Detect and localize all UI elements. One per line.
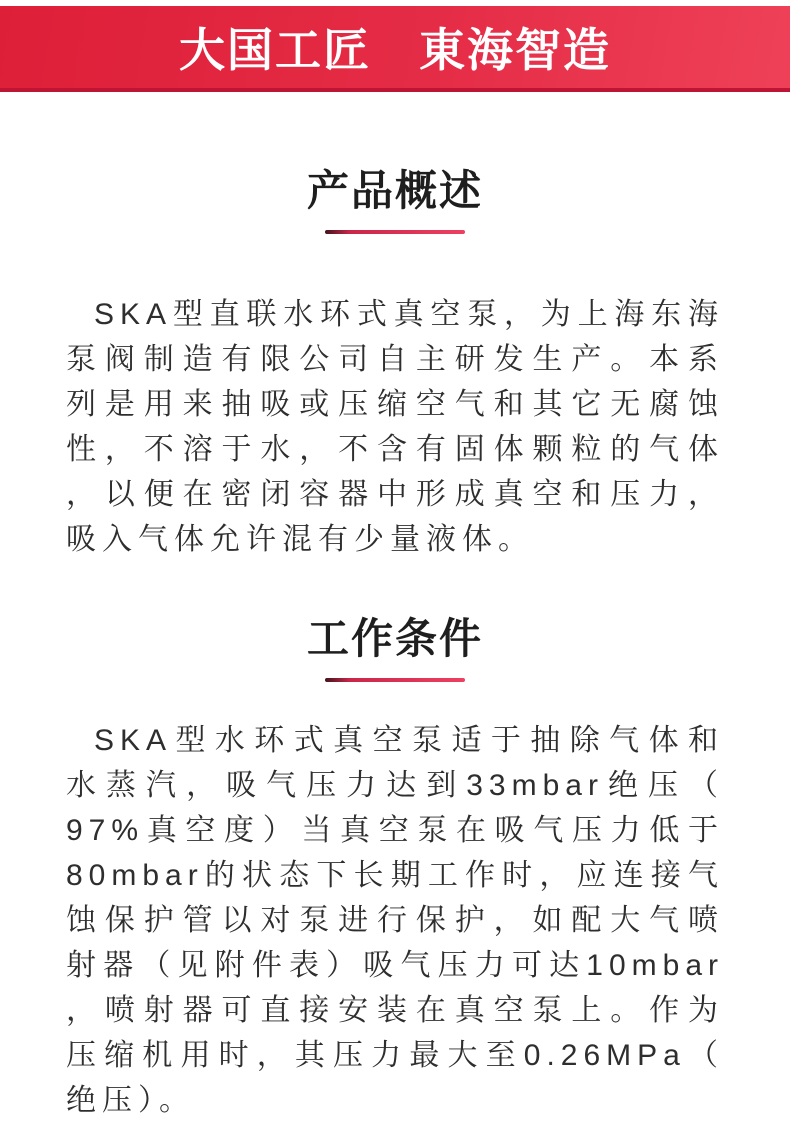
- paragraph-line: SKA型直联水环式真空泵，为上海东海: [94, 298, 724, 331]
- paragraph-line: 压缩机用时，其压力最大至0.26MPa（: [66, 1039, 724, 1072]
- heading-underline-decoration: [325, 678, 465, 682]
- section-paragraph: [66, 292, 724, 562]
- paragraph-line: 80mbar的状态下长期工作时，应连接气: [66, 859, 724, 892]
- section-2: [0, 616, 790, 1123]
- paragraph-line: ，喷射器可直接安装在真空泵上。作为: [66, 994, 724, 1027]
- paragraph-line: 水蒸汽，吸气压力达到33mbar绝压（: [66, 769, 724, 802]
- paragraph-line: 97%真空度）当真空泵在吸气压力低于: [66, 814, 724, 847]
- banner-title: 大国工匠 東海智造: [179, 24, 611, 76]
- section-heading: 产品概述: [306, 167, 483, 214]
- paragraph-line: SKA型水环式真空泵适于抽除气体和: [94, 724, 724, 757]
- section-1: [0, 168, 790, 562]
- sections-container: [0, 168, 790, 1123]
- paragraph-line: ，以便在密闭容器中形成真空和压力，: [66, 478, 724, 511]
- paragraph-line: 射器（见附件表）吸气压力可达10mbar: [66, 949, 724, 982]
- paragraph-line: 蚀保护管以对泵进行保护，如配大气喷: [66, 904, 724, 937]
- banner: [0, 6, 790, 92]
- paragraph-line: 绝压）。: [66, 1084, 195, 1117]
- section-paragraph: [66, 718, 724, 1123]
- section-heading: 工作条件: [306, 615, 483, 662]
- paragraph-line: 吸入气体允许混有少量液体。: [66, 523, 534, 556]
- paragraph-line: 性，不溶于水，不含有固体颗粒的气体: [66, 433, 724, 466]
- paragraph-line: 列是用来抽吸或压缩空气和其它无腐蚀: [66, 388, 724, 421]
- heading-underline-decoration: [325, 230, 465, 234]
- paragraph-line: 泵阀制造有限公司自主研发生产。本系: [66, 343, 724, 376]
